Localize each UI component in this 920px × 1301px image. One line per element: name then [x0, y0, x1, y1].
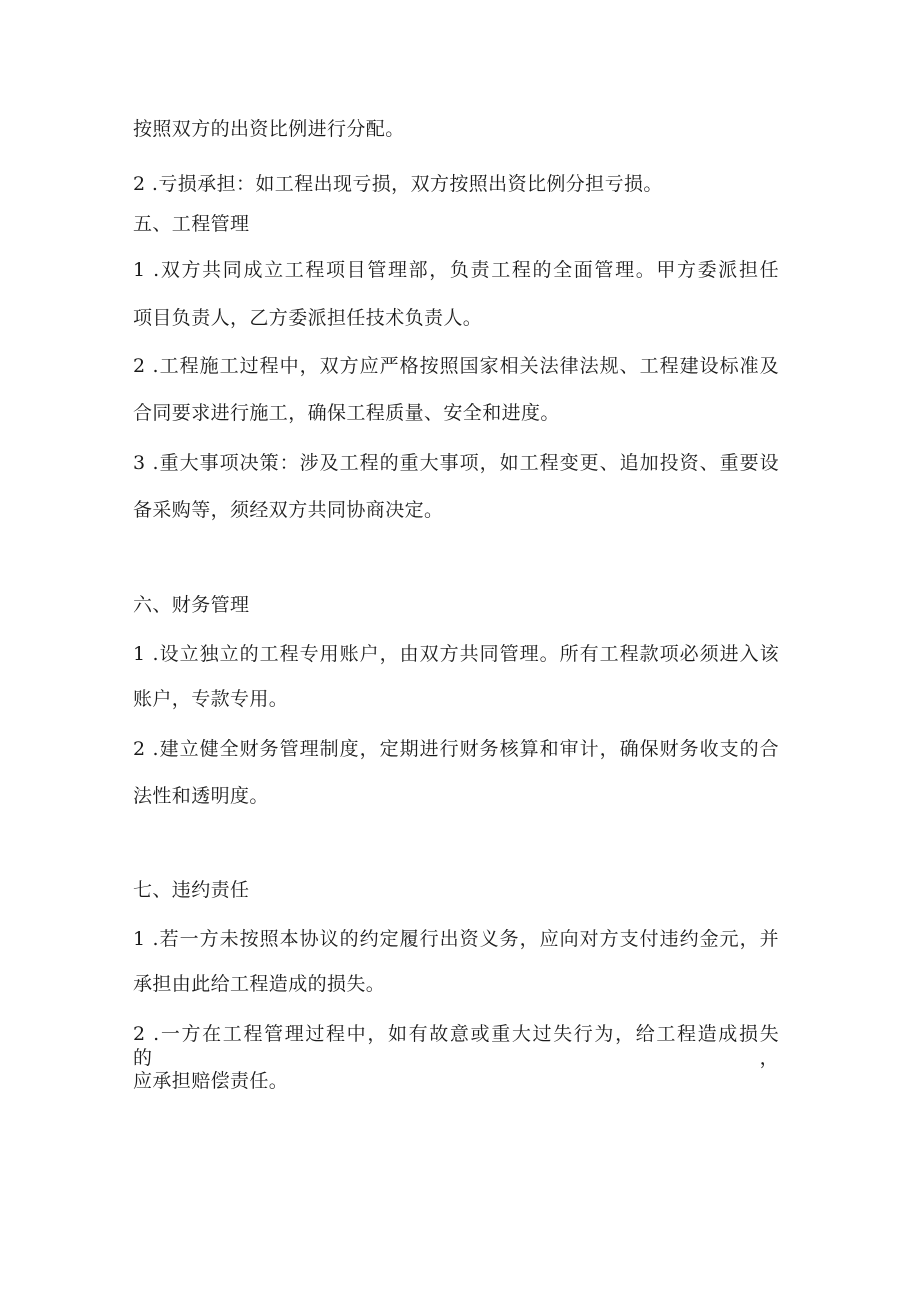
section-4-item-2: 2 .亏损承担：如工程出现亏损，双方按照出资比例分担亏损。 [133, 173, 663, 195]
section-6-item-2-line-1: 2 .建立健全财务管理制度，定期进行财务核算和审计，确保财务收支的合 [133, 738, 779, 760]
section-6-heading: 六、财务管理 [133, 594, 250, 616]
section-5-heading: 五、工程管理 [133, 213, 250, 235]
section-6-item-1-line-1: 1 .设立独立的工程专用账户，由双方共同管理。所有工程款项必须进入该 [133, 643, 779, 665]
section-6-item-2-line-2: 法性和透明度。 [133, 785, 269, 807]
section-5-item-2-line-1: 2 .工程施工过程中，双方应严格按照国家相关法律法规、工程建设标准及 [133, 355, 779, 377]
section-5-item-1-line-1: 1 .双方共同成立工程项目管理部，负责工程的全面管理。甲方委派担任 [133, 259, 779, 281]
section-7-item-2-line-2: 应承担赔偿责任。 [133, 1070, 289, 1092]
intro-line: 按照双方的出资比例进行分配。 [133, 118, 405, 140]
section-6-item-1-line-2: 账户，专款专用。 [133, 688, 289, 710]
section-7-item-2-line-1: 2 .一方在工程管理过程中，如有故意或重大过失行为，给工程造成损失的， [133, 1023, 779, 1069]
section-5-item-1-line-2: 项目负责人，乙方委派担任技术负责人。 [133, 307, 483, 329]
section-5-item-3-line-1: 3 .重大事项决策：涉及工程的重大事项，如工程变更、追加投资、重要设 [133, 452, 779, 474]
section-7-item-1-line-2: 承担由此给工程造成的损失。 [133, 973, 386, 995]
section-5-item-2-line-2: 合同要求进行施工，确保工程质量、安全和进度。 [133, 402, 560, 424]
section-7-item-1-line-1: 1 .若一方未按照本协议的约定履行出资义务，应向对方支付违约金元，并 [133, 928, 779, 950]
section-5-item-3-line-2: 备采购等，须经双方共同协商决定。 [133, 499, 444, 521]
section-7-heading: 七、违约责任 [133, 879, 250, 901]
